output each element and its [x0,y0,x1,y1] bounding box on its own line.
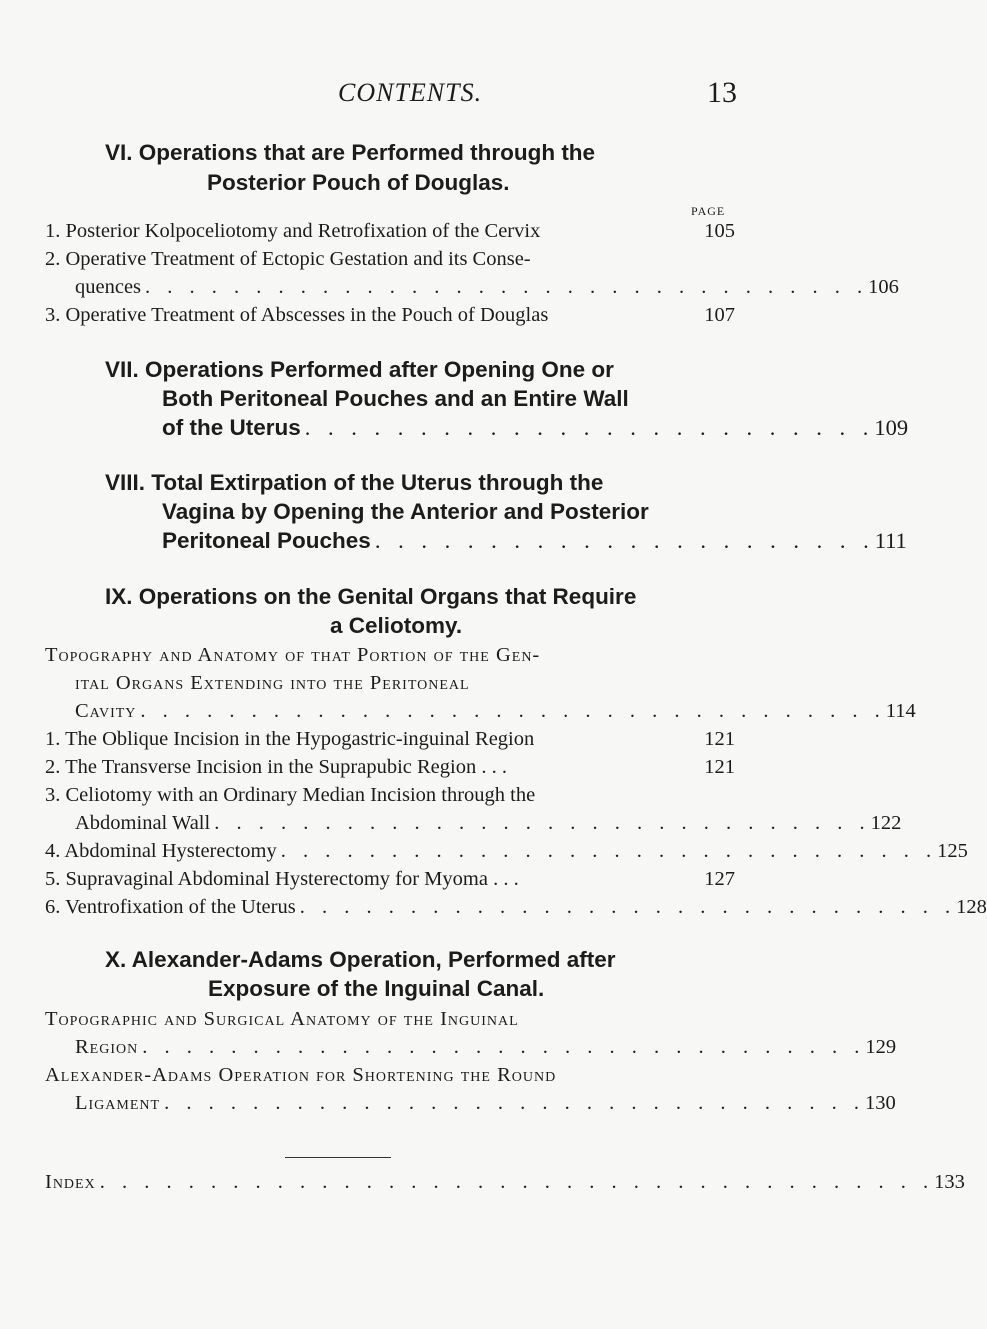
section-9-heading-line2: a Celiotomy. [330,613,463,638]
toc-item-text: 4. Abdominal Hysterectomy [45,840,277,862]
section-6-heading-line1: VI. Operations that are Performed through the [105,140,596,165]
toc-item-text: 2. Operative Treatment of Ectopic Gestation and its Conse- [45,248,531,270]
toc-item-text: Index [45,1171,96,1193]
toc-item-text: 2. The Transverse Incision in the Suprapubic Region . . . [45,756,507,778]
running-head-title: CONTENTS. [338,78,483,107]
toc-item-text: 6. Ventrofixation of the Uterus [45,896,296,918]
section-6-heading-line2: Posterior Pouch of Douglas. [207,170,510,195]
section-6-item-2 [45,245,899,301]
toc-item-page: 121 [704,756,735,778]
toc-item-text: Region [75,1036,139,1058]
toc-item-page: 130 [864,1092,896,1114]
toc-item-page: 114 [885,700,916,722]
toc-item-page: 105 [704,220,735,242]
leader-dots: . . . . . . . . . . . . . . . . . . . . . . . . . . . . . . . . . [145,276,869,298]
page-column-label: PAGE [691,204,726,218]
toc-item-text: Ligament [75,1092,161,1114]
section-6-item-3 [45,301,735,329]
toc-item-page: 133 [934,1171,965,1193]
section-10-alexander-line1: Alexander-Adams Operation for Shortening the Round [45,1064,557,1086]
toc-item-page: 111 [874,528,907,553]
section-10-heading-line2: Exposure of the Inguinal Canal. [208,976,545,1001]
section-9-heading-line1: IX. Operations on the Genital Organs that Require [105,584,637,609]
toc-item-text: 1. The Oblique Incision in the Hypogastric-inguinal Region [45,728,535,750]
toc-item-page: 106 [868,276,899,298]
section-9-topography-line2: ital Organs Extending into the Peritoneal [75,672,470,694]
section-8-line3 [162,526,907,556]
section-6-item-1 [45,217,735,245]
leader-dots: . . . . . . . . . . . . . . . . . . . . . . . . . . . . . . . . . [142,1036,866,1058]
section-8-line2: Vagina by Opening the Anterior and Posterior [162,499,649,524]
leader-dots: . . . . . . . . . . . . . . . . . . . . . . . . . [304,415,875,440]
section-9-topography-line1: Topography and Anatomy of that Portion of the Gen- [45,644,541,666]
section-10-alexander-line2 [75,1089,896,1117]
leader-dots: . . . . . . . . . . . . . . . . . . . . . . . . . . . . . . . . [164,1092,865,1114]
section-8-line1: VIII. Total Extirpation of the Uterus through the [105,470,604,495]
toc-item-page: 129 [865,1036,897,1058]
section-9-item-4 [45,837,968,865]
section-10-topography-line2 [75,1033,897,1061]
page-number: 13 [707,76,737,109]
leader-dots: . . . . . . . . . . . . . . . . . . . . . . . . . . . . . . [214,812,871,834]
section-7-line2: Both Peritoneal Pouches and an Entire Wall [162,386,629,411]
toc-item-page: 128 [956,896,987,918]
toc-item-page: 121 [704,728,735,750]
toc-item-text-cont: Abdominal Wall [75,812,211,834]
toc-item-text: 3. Celiotomy with an Ordinary Median Incision through the [45,784,536,806]
toc-item-page: 127 [704,868,735,890]
section-9-item-2 [45,753,735,781]
toc-item-page: 109 [874,415,909,440]
section-9-item-6 [45,893,987,921]
section-7-line3 [162,413,909,443]
toc-item-text: Peritoneal Pouches [162,528,371,553]
leader-dots: . . . . . . . . . . . . . . . . . . . . . . [374,528,875,553]
section-9-item-3 [45,781,902,837]
section-10-topography-line1: Topographic and Surgical Anatomy of the Inguinal [45,1008,519,1030]
leader-dots: . . . . . . . . . . . . . . . . . . . . . . . . . . . . . . [280,840,938,862]
section-9-topography-line3 [75,697,916,725]
section-7-line1: VII. Operations Performed after Opening One or [105,357,614,382]
section-10-heading-line1: X. Alexander-Adams Operation, Performed after [105,947,616,972]
toc-item-text: 1. Posterior Kolpoceliotomy and Retrofixation of the Cervix [45,220,541,242]
section-divider [285,1157,391,1158]
leader-dots: . . . . . . . . . . . . . . . . . . . . . . . . . . . . . . . . . . . . . . [99,1171,935,1193]
toc-item-text-cont: quences [75,276,142,298]
toc-item-text: of the Uterus [162,415,301,440]
leader-dots: . . . . . . . . . . . . . . . . . . . . . . . . . . . . . . [299,896,957,918]
leader-dots: . . . . . . . . . . . . . . . . . . . . . . . . . . . . . . . . . . [140,700,886,722]
section-9-item-1 [45,725,735,753]
toc-item-text: 5. Supravaginal Abdominal Hysterectomy for Myoma . . . [45,868,519,890]
toc-item-page: 122 [870,812,902,834]
toc-item-text: Cavity [75,700,137,722]
toc-item-page: 125 [937,840,968,862]
toc-item-page: 107 [704,304,735,326]
index-entry [45,1168,965,1196]
section-9-item-5 [45,865,735,893]
toc-item-text: 3. Operative Treatment of Abscesses in the Pouch of Douglas [45,304,549,326]
